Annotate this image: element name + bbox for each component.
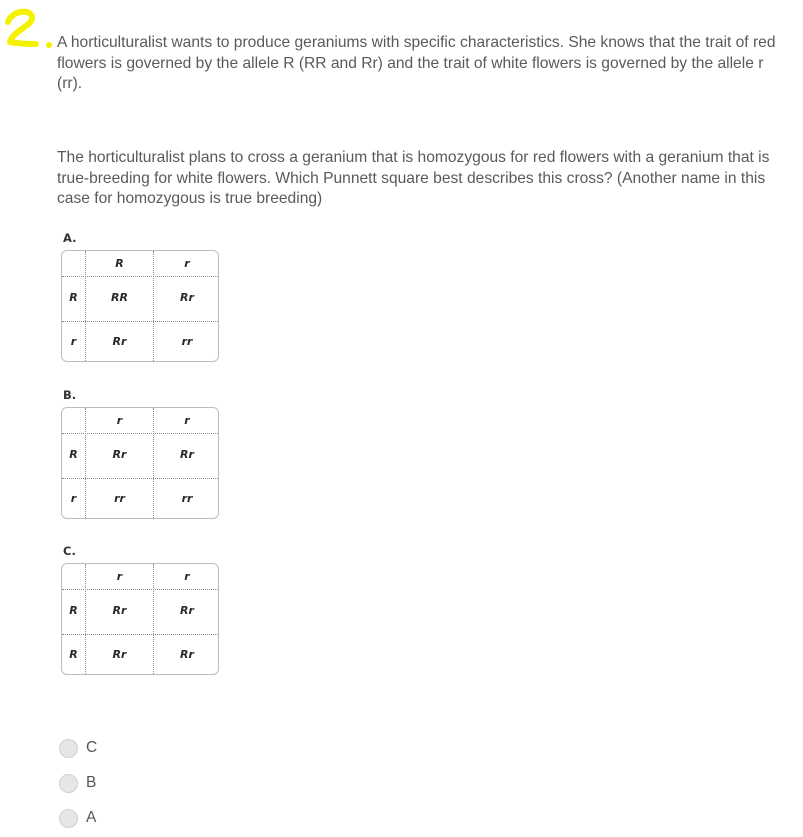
genotype-cell: rr [114,492,125,505]
radio-button[interactable] [59,739,78,758]
side-allele: r [70,335,77,348]
question-intro-text: A horticulturalist wants to produce geraniums with specific characteristics. She knows that the trait of red flowers is governed by the allele R (RR and Rr) and the trait of white flowers is governed by the allele r (rr). [57,34,776,92]
side-allele: R [69,448,78,461]
side-allele: r [70,492,77,505]
top-allele: r [184,257,190,270]
side-allele: R [69,604,78,617]
genotype-cell: RR [111,291,128,304]
genotype-cell: Rr [112,648,127,661]
top-allele: r [184,414,190,427]
yellow-question-mark-icon [2,6,56,50]
answer-option-label: B [86,774,97,791]
square-a-label: A. [63,231,77,245]
genotype-cell: Rr [112,335,127,348]
top-allele: r [116,570,123,583]
answer-option-c[interactable] [59,736,97,760]
square-c-label: C. [63,544,76,558]
answer-option-b[interactable] [59,771,96,795]
punnett-square-a [61,250,219,362]
square-b-label: B. [63,388,77,402]
genotype-cell: Rr [180,648,194,661]
answer-option-label: A [86,809,97,826]
answer-option-a[interactable] [59,806,96,830]
top-allele: R [115,257,124,270]
answer-option-label: C [86,739,98,756]
punnett-square-b [61,407,219,519]
genotype-cell: rr [181,492,193,505]
genotype-cell: rr [181,335,193,348]
question-prompt-text: The horticulturalist plans to cross a geranium that is homozygous for red flowers with a geranium that is true-breeding for white flowers. Which Punnett square best describes this cross? (Another name in this case for homozygous is true breeding) [57,149,770,207]
side-allele: R [69,648,78,661]
top-allele: r [116,414,123,427]
genotype-cell: Rr [180,291,194,304]
genotype-cell: Rr [112,448,127,461]
radio-button[interactable] [59,809,78,828]
genotype-cell: Rr [112,604,127,617]
genotype-cell: Rr [180,448,194,461]
punnett-square-c [61,563,219,675]
top-allele: r [184,570,190,583]
side-allele: R [69,291,78,304]
radio-button[interactable] [59,774,78,793]
genotype-cell: Rr [180,604,194,617]
